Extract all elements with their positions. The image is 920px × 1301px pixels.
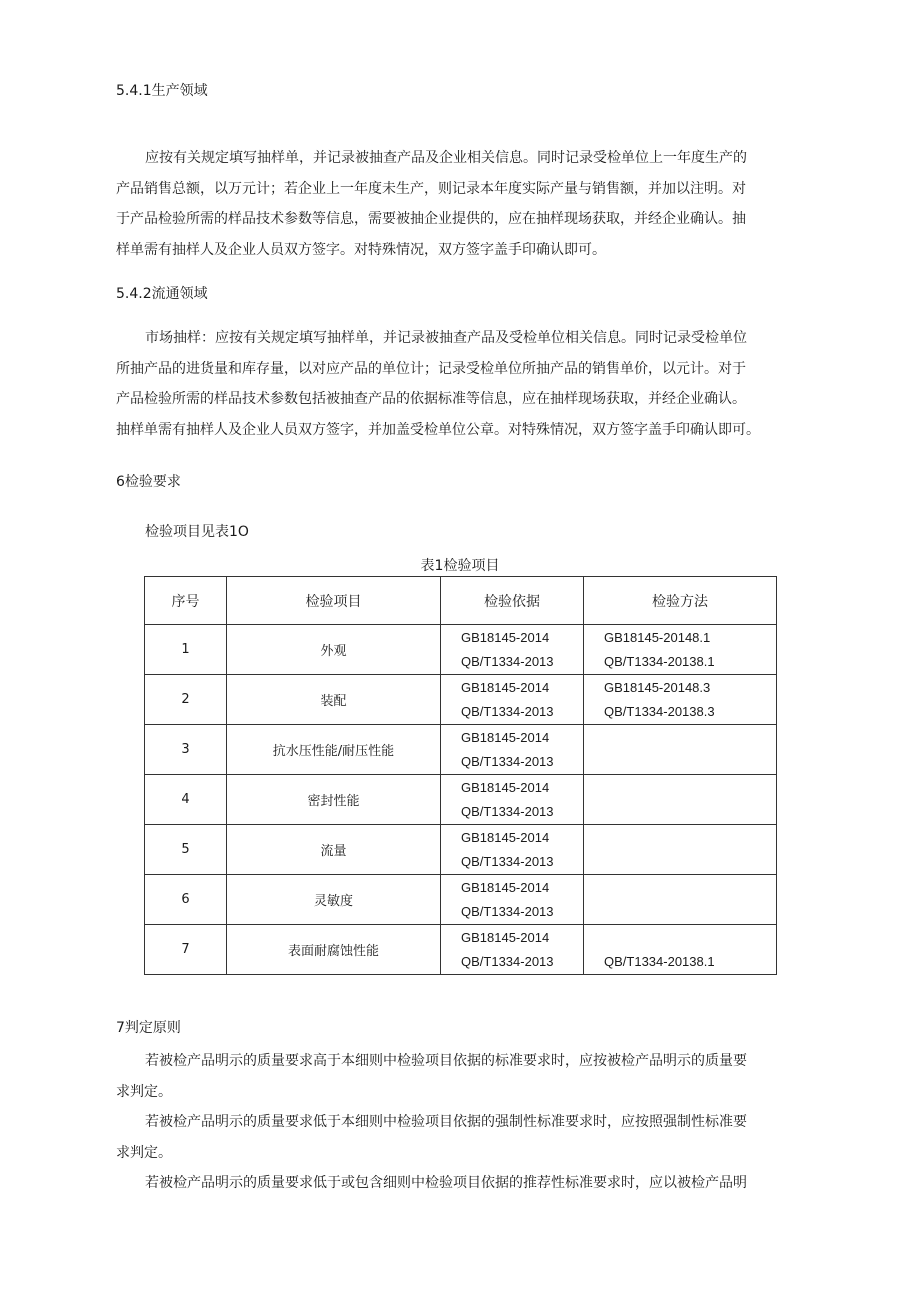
paragraph-line: 若被检产品明示的质量要求高于本细则中检验项目依据的标准要求时，应按被检产品明示的质量要 bbox=[145, 1053, 747, 1069]
cell-item: 表面耐腐蚀性能 bbox=[227, 925, 441, 975]
table-row bbox=[145, 725, 777, 775]
method-line: QB/T1334-20138.1 bbox=[604, 954, 715, 969]
basis-line: QB/T1334-2013 bbox=[461, 853, 554, 869]
paragraph-line: 求判定。 bbox=[116, 1144, 172, 1161]
table-row bbox=[145, 825, 777, 875]
section-title-7: 7判定原则 bbox=[116, 1020, 181, 1036]
basis-line: GB18145-2014 bbox=[461, 929, 550, 945]
basis-line: QB/T1334-2013 bbox=[461, 953, 554, 969]
cell-method bbox=[584, 675, 777, 725]
paragraph-line: 产品销售总额，以万元计；若企业上一年度未生产，则记录本年度实际产量与销售额，并加以注明。对 bbox=[116, 180, 746, 197]
paragraph-line: 求判定。 bbox=[116, 1083, 172, 1100]
paragraph-line: 所抽产品的进货量和库存量，以对应产品的单位计；记录受检单位所抽产品的销售单价，以元计。对于 bbox=[116, 360, 746, 377]
section-title-6: 6检验要求 bbox=[116, 474, 181, 490]
basis-line: GB18145-2014 bbox=[461, 879, 550, 895]
table-row bbox=[145, 675, 777, 725]
method-line: GB18145-20148.1 bbox=[604, 629, 711, 645]
table-reference-text: 检验项目见表1O bbox=[145, 524, 249, 540]
cell-number: 2 bbox=[145, 675, 227, 725]
paragraph-line: 若被检产品明示的质量要求低于本细则中检验项目依据的强制性标准要求时，应按照强制性标准要 bbox=[145, 1114, 747, 1130]
basis-line: QB/T1334-2013 bbox=[461, 753, 554, 769]
method-line: QB/T1334-20138.3 bbox=[604, 703, 715, 719]
cell-number: 1 bbox=[145, 625, 227, 675]
header-method: 检验方法 bbox=[584, 577, 777, 625]
cell-item: 外观 bbox=[227, 625, 441, 675]
cell-method bbox=[584, 925, 777, 975]
paragraph-line: 样单需有抽样人及企业人员双方签字。对特殊情况，双方签字盖手印确认即可。 bbox=[116, 241, 606, 258]
cell-basis bbox=[441, 675, 584, 725]
table-caption: 表1检验项目 bbox=[420, 558, 500, 574]
basis-line: QB/T1334-2013 bbox=[461, 903, 554, 919]
paragraph-line: 若被检产品明示的质量要求低于或包含细则中检验项目依据的推荐性标准要求时，应以被检产品明 bbox=[145, 1175, 747, 1191]
cell-method bbox=[584, 875, 777, 925]
table-header-row bbox=[145, 577, 777, 625]
basis-line: GB18145-2014 bbox=[461, 629, 550, 645]
paragraph-line: 市场抽样：应按有关规定填写抽样单，并记录被抽查产品及受检单位相关信息。同时记录受检单位 bbox=[145, 330, 747, 346]
cell-item: 灵敏度 bbox=[227, 875, 441, 925]
cell-method bbox=[584, 725, 777, 775]
paragraph-judgement bbox=[116, 1046, 816, 1199]
basis-line: GB18145-2014 bbox=[461, 779, 550, 795]
cell-number: 3 bbox=[145, 725, 227, 775]
cell-basis bbox=[441, 725, 584, 775]
paragraph-circulation bbox=[116, 323, 816, 445]
paragraph-production bbox=[116, 143, 816, 265]
basis-line: GB18145-2014 bbox=[461, 729, 550, 745]
cell-basis bbox=[441, 625, 584, 675]
section-title-5-4-2: 5.4.2流通领域 bbox=[116, 286, 208, 302]
table-row bbox=[145, 875, 777, 925]
paragraph-line: 抽样单需有抽样人及企业人员双方签字，并加盖受检单位公章。对特殊情况，双方签字盖手印确认即可。 bbox=[116, 421, 760, 438]
section-title-5-4-1: 5.4.1生产领域 bbox=[116, 83, 208, 99]
paragraph-line: 产品检验所需的样品技术参数包括被抽查产品的依据标准等信息，应在抽样现场获取，并经企业确认。 bbox=[116, 391, 746, 407]
basis-line: GB18145-2014 bbox=[461, 829, 550, 845]
cell-number: 7 bbox=[145, 925, 227, 975]
basis-line: GB18145-2014 bbox=[461, 679, 550, 695]
cell-method bbox=[584, 825, 777, 875]
cell-basis bbox=[441, 925, 584, 975]
cell-method bbox=[584, 625, 777, 675]
paragraph-line: 应按有关规定填写抽样单，并记录被抽查产品及企业相关信息。同时记录受检单位上一年度生产的 bbox=[145, 150, 747, 166]
basis-line: QB/T1334-2013 bbox=[461, 703, 554, 719]
header-number: 序号 bbox=[145, 577, 227, 625]
cell-method bbox=[584, 775, 777, 825]
cell-number: 5 bbox=[145, 825, 227, 875]
basis-line: QB/T1334-2013 bbox=[461, 653, 554, 669]
header-item: 检验项目 bbox=[227, 577, 441, 625]
table-row bbox=[145, 625, 777, 675]
cell-basis bbox=[441, 875, 584, 925]
cell-number: 6 bbox=[145, 875, 227, 925]
paragraph-line: 于产品检验所需的样品技术参数等信息，需要被抽企业提供的，应在抽样现场获取，并经企业确认。抽 bbox=[116, 211, 746, 227]
inspection-items-table bbox=[144, 576, 777, 975]
basis-line: QB/T1334-2013 bbox=[461, 803, 554, 819]
header-basis: 检验依据 bbox=[441, 577, 584, 625]
cell-item: 流量 bbox=[227, 825, 441, 875]
cell-item: 抗水压性能/耐压性能 bbox=[227, 725, 441, 775]
cell-number: 4 bbox=[145, 775, 227, 825]
method-line: GB18145-20148.3 bbox=[604, 679, 711, 695]
cell-basis bbox=[441, 775, 584, 825]
table-row bbox=[145, 775, 777, 825]
table-row bbox=[145, 925, 777, 975]
method-line: QB/T1334-20138.1 bbox=[604, 653, 715, 669]
cell-basis bbox=[441, 825, 584, 875]
cell-item: 装配 bbox=[227, 675, 441, 725]
cell-item: 密封性能 bbox=[227, 775, 441, 825]
